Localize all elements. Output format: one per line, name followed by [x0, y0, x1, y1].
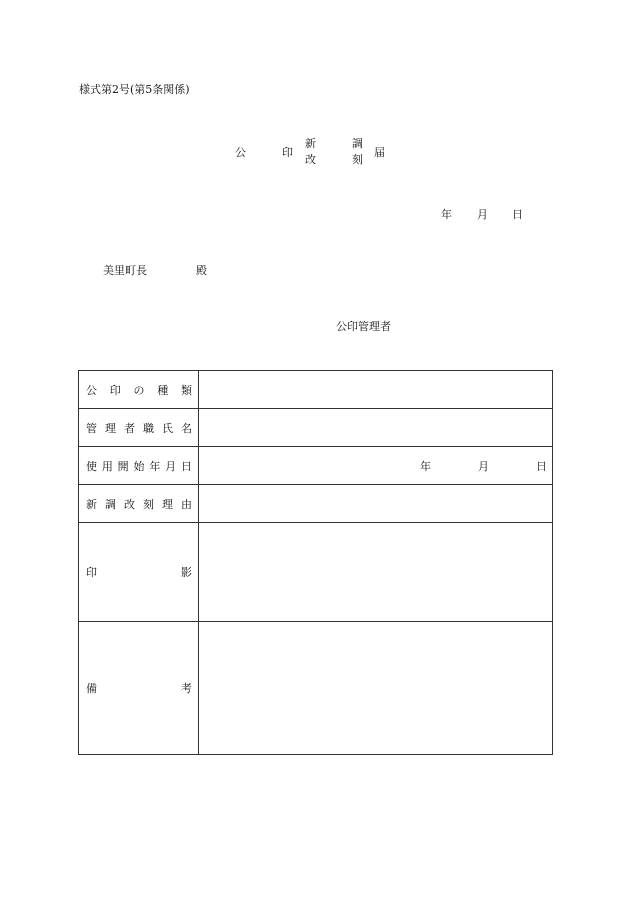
label-char: 名: [181, 421, 192, 435]
label-char: 改: [124, 497, 135, 511]
table-row: [79, 371, 553, 409]
applicant-label: 公印管理者: [336, 320, 391, 333]
label-char: 調: [105, 497, 116, 511]
date-month-label: 月: [477, 208, 488, 221]
form-number: 様式第2号(第5条関係): [79, 83, 190, 96]
table-row: [79, 485, 553, 523]
label-char: 職: [143, 421, 154, 435]
date-day-label: 日: [512, 208, 523, 221]
label-manager-name: [79, 409, 199, 447]
label-char: 刻: [143, 497, 154, 511]
value-manager-name[interactable]: [199, 409, 553, 447]
start-date-month-label: 月: [478, 459, 489, 473]
label-char: 由: [181, 497, 192, 511]
title-upper-cho: 調: [352, 137, 363, 150]
label-char: 考: [181, 682, 192, 695]
label-char: 理: [105, 421, 116, 435]
label-char: 月: [165, 459, 177, 473]
title-lower-kai: 改: [305, 153, 316, 166]
label-char: 用: [101, 459, 113, 473]
value-start-date[interactable]: [199, 447, 553, 485]
label-char: 使: [86, 459, 97, 473]
label-char: 理: [162, 497, 173, 511]
addressee: 美里町長: [103, 264, 147, 277]
title-lower-koku: 刻: [352, 153, 363, 166]
title-upper-shin: 新: [305, 137, 316, 150]
value-seal-type[interactable]: [199, 371, 553, 409]
seal-form-table: [78, 370, 553, 755]
label-char: 年: [149, 459, 161, 473]
value-seal-impression[interactable]: [199, 523, 553, 622]
value-remarks[interactable]: [199, 622, 553, 755]
table-row: [79, 622, 553, 755]
label-reason: [79, 485, 199, 523]
label-char: 氏: [162, 421, 173, 435]
label-char: の: [133, 383, 145, 397]
label-remarks: [79, 622, 199, 755]
label-start-date: [79, 447, 199, 485]
label-char: 種: [157, 383, 169, 397]
date-year-label: 年: [441, 208, 452, 221]
label-char: 始: [133, 459, 145, 473]
label-seal-impression: [79, 523, 199, 622]
start-date-year-label: 年: [420, 459, 431, 473]
label-char: 新: [86, 497, 97, 511]
title-suffix-todoke: 届: [374, 146, 385, 159]
table-row: [79, 409, 553, 447]
label-char: 管: [86, 421, 97, 435]
label-char: 備: [86, 682, 97, 695]
label-char: 公: [86, 383, 97, 397]
label-seal-type: [79, 371, 199, 409]
title-char-in: 印: [282, 146, 293, 159]
label-char: 日: [180, 459, 192, 473]
label-char: 類: [181, 383, 192, 397]
label-char: 者: [124, 421, 135, 435]
title-char-ko: 公: [235, 146, 246, 159]
start-date-day-label: 日: [536, 459, 547, 473]
table-row: [79, 447, 553, 485]
value-reason[interactable]: [199, 485, 553, 523]
honorific: 殿: [196, 264, 207, 277]
label-char: 影: [181, 566, 192, 579]
label-char: 開: [117, 459, 129, 473]
label-char: 印: [109, 383, 121, 397]
label-char: 印: [86, 566, 97, 579]
table-row: [79, 523, 553, 622]
